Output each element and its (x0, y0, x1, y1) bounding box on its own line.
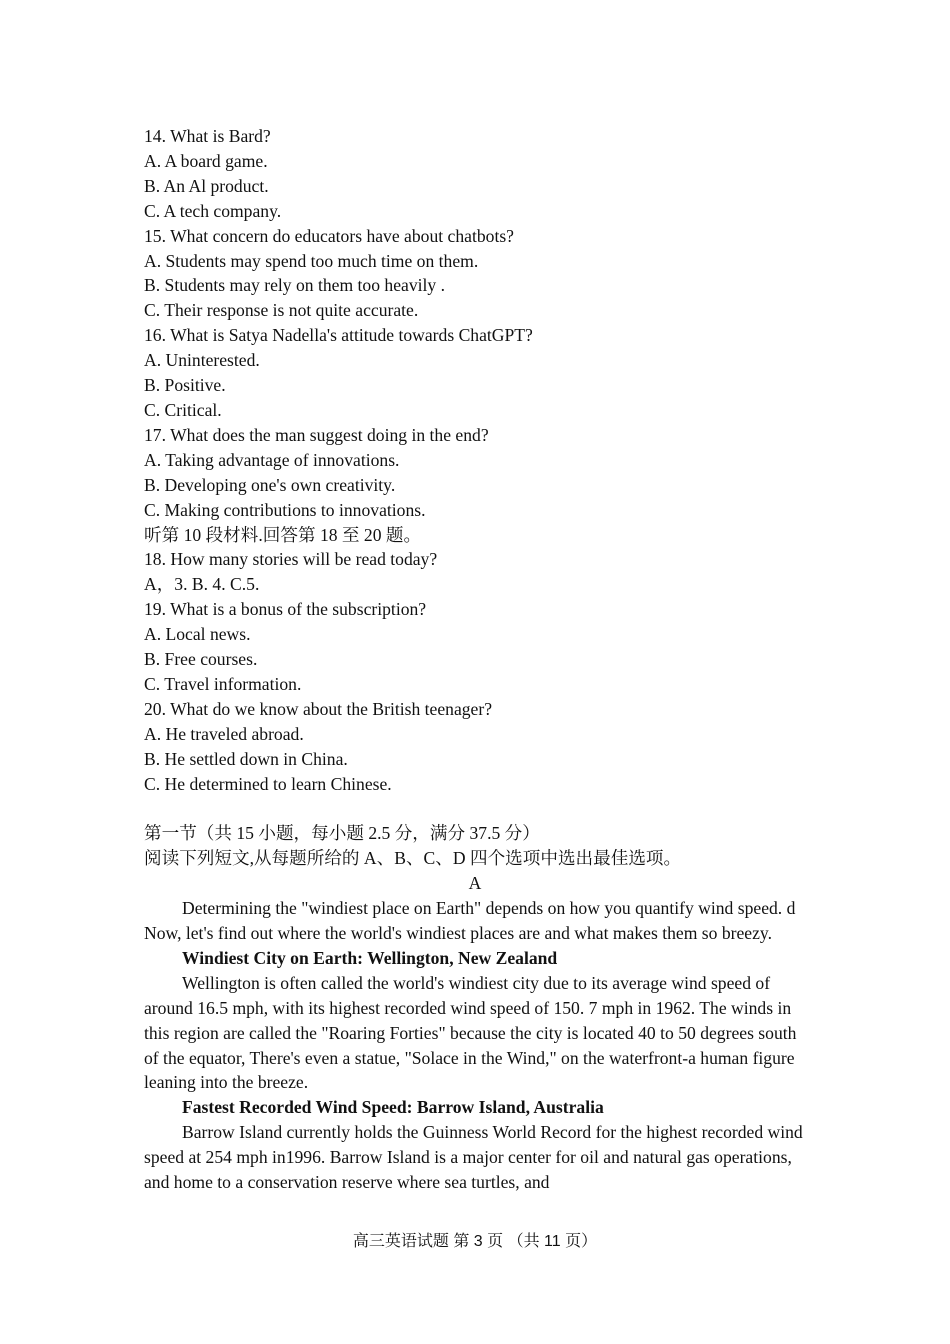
passage-heading-wellington: Windiest City on Earth: Wellington, New Zealand (182, 947, 558, 968)
passage-paragraph-wellington: Wellington is often called the world's windiest city due to its average wind speed of around 16.5 mph, with its highest recorded wind speed of 150. 7 mph in 1962. The winds in this region are called the "Roaring Forties" because the city is located 40 to 50 degrees south of the equator, There's even a statue, "Solace in the Wind," on the waterfront-a human figure leaning into the breeze. (144, 972, 797, 1093)
exam-page-content (144, 124, 806, 1195)
question-15: 15. What concern do educators have about chatbots? (144, 225, 514, 246)
q17-option-a: A. Taking advantage of innovations. (144, 449, 400, 470)
passage-label: A (468, 873, 482, 894)
question-18: 18. How many stories will be read today? (144, 549, 438, 570)
passage-intro: Determining the "windiest place on Earth" depends on how you quantify wind speed. d Now, let's find out where the world's windiest places are and what makes them so breezy. (144, 898, 796, 943)
page-footer: 高三英语试题 第 3 页 （共 11 页） (352, 1233, 598, 1250)
q19-option-b: B. Free courses. (144, 649, 258, 670)
question-17: 17. What does the man suggest doing in the end? (144, 424, 489, 445)
q15-option-b: B. Students may rely on them too heavily . (144, 275, 446, 296)
question-14: 14. What is Bard? (144, 126, 271, 146)
q16-option-c: C. Critical. (144, 399, 222, 420)
q14-option-b: B. An Al product. (144, 175, 269, 196)
q16-option-b: B. Positive. (144, 375, 226, 396)
question-19: 19. What is a bonus of the subscription? (144, 599, 427, 620)
q17-option-b: B. Developing one's own creativity. (144, 474, 396, 495)
q15-option-c: C. Their response is not quite accurate. (144, 300, 419, 321)
q16-option-a: A. Uninterested. (144, 350, 260, 371)
q20-option-b: B. He settled down in China. (144, 748, 348, 769)
question-16: 16. What is Satya Nadella's attitude towards ChatGPT? (144, 325, 533, 346)
reading-section-title: 第一节（共 15 小题，每小题 2.5 分，满分 37.5 分） (144, 823, 540, 844)
question-20: 20. What do we know about the British teenager? (144, 698, 493, 719)
q19-option-c: C. Travel information. (144, 673, 302, 694)
q20-option-a: A. He traveled abroad. (144, 723, 304, 744)
q18-options: A，3. B. 4. C.5. (144, 574, 260, 595)
q19-option-a: A. Local news. (144, 624, 251, 645)
section-10-instruction: 听第 10 段材料.回答第 18 至 20 题。 (144, 524, 422, 545)
section-spacer (144, 796, 806, 821)
passage-paragraph-barrow-island: Barrow Island currently holds the Guinness World Record for the highest recorded wind speed at 254 mph in1996. Barrow Island is a major center for oil and natural gas operations, and home to a conservation reserve where sea turtles, and (144, 1122, 803, 1193)
passage-heading-barrow-island: Fastest Recorded Wind Speed: Barrow Island, Australia (182, 1097, 604, 1118)
q14-option-a: A. A board game. (144, 150, 268, 171)
q14-option-c: C. A tech company. (144, 200, 282, 221)
q15-option-a: A. Students may spend too much time on them. (144, 250, 479, 271)
reading-instruction: 阅读下列短文,从每题所给的 A、B、C、D 四个选项中选出最佳选项。 (144, 848, 682, 869)
q20-option-c: C. He determined to learn Chinese. (144, 773, 392, 794)
q17-option-c: C. Making contributions to innovations. (144, 499, 426, 520)
